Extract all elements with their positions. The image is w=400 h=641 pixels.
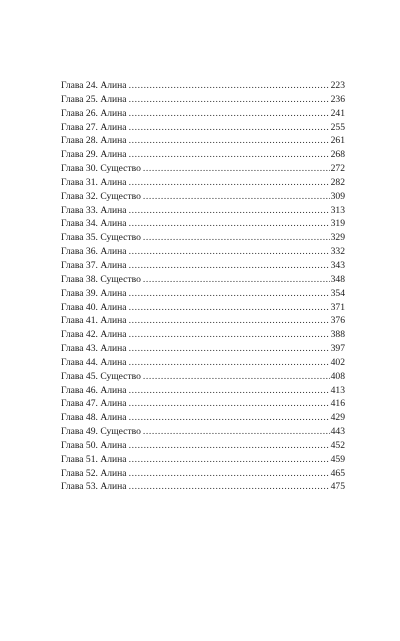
page-number: 241: [330, 107, 345, 119]
chapter-title: Глава 39. Алина: [61, 287, 127, 299]
toc-entry: [61, 121, 345, 135]
dot-leader: [143, 370, 330, 384]
chapter-title: Глава 51. Алина: [61, 453, 127, 465]
page-number: 408: [330, 370, 345, 382]
page-number: 402: [330, 356, 345, 368]
toc-entry: [61, 176, 345, 190]
toc-entry: [61, 148, 345, 162]
toc-entry: [61, 411, 345, 425]
page-number: 354: [330, 287, 345, 299]
page-number: 452: [330, 439, 345, 451]
page-number: 261: [330, 135, 345, 147]
toc-entry: [61, 328, 345, 342]
page-number: 397: [330, 343, 345, 355]
toc-entry: [61, 190, 345, 204]
dot-leader: [129, 397, 330, 411]
dot-leader: [129, 439, 330, 453]
toc-entry: [61, 79, 345, 93]
dot-leader: [129, 384, 330, 398]
chapter-title: Глава 29. Алина: [61, 149, 127, 161]
chapter-title: Глава 37. Алина: [61, 259, 127, 271]
dot-leader: [129, 176, 330, 190]
toc-entry: [61, 314, 345, 328]
dot-leader: [129, 314, 330, 328]
page-number: 348: [330, 273, 345, 285]
chapter-title: Глава 30. Существо: [61, 163, 141, 175]
toc-entry: [61, 231, 345, 245]
toc-entry: [61, 134, 345, 148]
dot-leader: [129, 411, 330, 425]
page-number: 371: [330, 301, 345, 313]
page-number: 475: [330, 481, 345, 493]
dot-leader: [129, 107, 330, 121]
dot-leader: [129, 453, 330, 467]
chapter-title: Глава 36. Алина: [61, 246, 127, 258]
chapter-title: Глава 47. Алина: [61, 398, 127, 410]
toc-entry: [61, 204, 345, 218]
dot-leader: [129, 356, 330, 370]
chapter-title: Глава 33. Алина: [61, 204, 127, 216]
dot-leader: [129, 121, 330, 135]
page-number: 309: [330, 190, 345, 202]
page-number: 268: [330, 149, 345, 161]
dot-leader: [129, 93, 330, 107]
dot-leader: [129, 217, 330, 231]
toc-entry: [61, 245, 345, 259]
table-of-contents: [61, 79, 345, 494]
toc-entry: [61, 384, 345, 398]
chapter-title: Глава 46. Алина: [61, 384, 127, 396]
page-number: 282: [330, 176, 345, 188]
dot-leader: [143, 162, 330, 176]
toc-entry: [61, 439, 345, 453]
page-number: 376: [330, 315, 345, 327]
chapter-title: Глава 40. Алина: [61, 301, 127, 313]
chapter-title: Глава 41. Алина: [61, 315, 127, 327]
dot-leader: [129, 245, 330, 259]
dot-leader: [143, 231, 330, 245]
chapter-title: Глава 53. Алина: [61, 481, 127, 493]
toc-entry: [61, 467, 345, 481]
chapter-title: Глава 43. Алина: [61, 343, 127, 355]
dot-leader: [129, 79, 330, 93]
chapter-title: Глава 50. Алина: [61, 439, 127, 451]
page-number: 332: [330, 246, 345, 258]
toc-entry: [61, 301, 345, 315]
chapter-title: Глава 31. Алина: [61, 176, 127, 188]
page-number: 329: [330, 232, 345, 244]
chapter-title: Глава 38. Существо: [61, 273, 141, 285]
toc-entry: [61, 93, 345, 107]
dot-leader: [143, 273, 330, 287]
page-number: 272: [330, 163, 345, 175]
dot-leader: [129, 204, 330, 218]
toc-entry: [61, 425, 345, 439]
chapter-title: Глава 32. Существо: [61, 190, 141, 202]
toc-entry: [61, 287, 345, 301]
toc-entry: [61, 217, 345, 231]
page-number: 255: [330, 121, 345, 133]
chapter-title: Глава 35. Существо: [61, 232, 141, 244]
dot-leader: [129, 301, 330, 315]
page-number: 388: [330, 329, 345, 341]
dot-leader: [129, 259, 330, 273]
chapter-title: Глава 44. Алина: [61, 356, 127, 368]
dot-leader: [129, 287, 330, 301]
chapter-title: Глава 28. Алина: [61, 135, 127, 147]
toc-entry: [61, 397, 345, 411]
toc-entry: [61, 356, 345, 370]
chapter-title: Глава 26. Алина: [61, 107, 127, 119]
dot-leader: [129, 148, 330, 162]
toc-entry: [61, 453, 345, 467]
page-number: 413: [330, 384, 345, 396]
page-number: 416: [330, 398, 345, 410]
toc-entry: [61, 370, 345, 384]
chapter-title: Глава 45. Существо: [61, 370, 141, 382]
toc-entry: [61, 107, 345, 121]
page-number: 223: [330, 80, 345, 91]
dot-leader: [129, 134, 330, 148]
chapter-title: Глава 49. Существо: [61, 426, 141, 438]
page-number: 319: [330, 218, 345, 230]
toc-entry: [61, 162, 345, 176]
chapter-title: Глава 24. Алина: [61, 80, 127, 91]
chapter-title: Глава 25. Алина: [61, 93, 127, 105]
toc-entry: [61, 259, 345, 273]
chapter-title: Глава 34. Алина: [61, 218, 127, 230]
page-number: 313: [330, 204, 345, 216]
dot-leader: [129, 342, 330, 356]
dot-leader: [129, 328, 330, 342]
dot-leader: [143, 190, 330, 204]
page-number: 459: [330, 453, 345, 465]
toc-entry: [61, 480, 345, 494]
chapter-title: Глава 27. Алина: [61, 121, 127, 133]
page-number: 443: [330, 426, 345, 438]
page-number: 465: [330, 467, 345, 479]
dot-leader: [143, 425, 330, 439]
toc-entry: [61, 273, 345, 287]
dot-leader: [129, 467, 330, 481]
page-number: 236: [330, 93, 345, 105]
page-number: 429: [330, 412, 345, 424]
toc-entry: [61, 342, 345, 356]
chapter-title: Глава 42. Алина: [61, 329, 127, 341]
chapter-title: Глава 52. Алина: [61, 467, 127, 479]
dot-leader: [129, 480, 330, 494]
page-number: 343: [330, 259, 345, 271]
chapter-title: Глава 48. Алина: [61, 412, 127, 424]
